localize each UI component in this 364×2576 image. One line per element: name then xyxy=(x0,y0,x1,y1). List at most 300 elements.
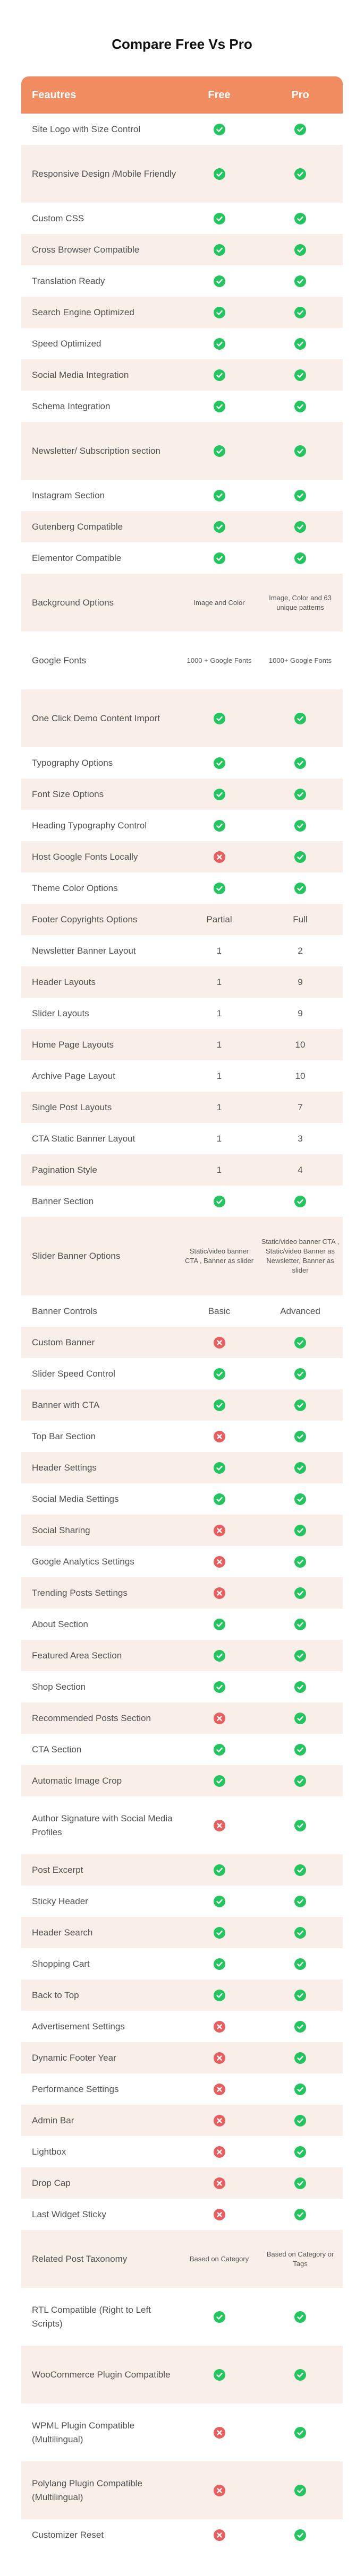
check-icon xyxy=(214,1775,225,1787)
table-row xyxy=(21,779,343,810)
free-cell xyxy=(181,1864,258,1876)
check-icon xyxy=(214,1927,225,1939)
check-icon xyxy=(294,851,306,863)
cross-icon xyxy=(214,2021,225,2033)
free-cell xyxy=(181,656,258,665)
check-icon xyxy=(294,490,306,502)
check-icon xyxy=(214,1462,225,1474)
free-cell xyxy=(181,168,258,180)
feature-label: Background Options xyxy=(32,597,114,608)
feature-label: Slider Banner Options xyxy=(32,1251,121,1261)
check-icon xyxy=(294,2146,306,2158)
page-title: Compare Free Vs Pro xyxy=(112,36,252,52)
check-icon xyxy=(214,1990,225,2001)
check-icon xyxy=(294,401,306,412)
table-row xyxy=(21,1734,343,1765)
free-cell xyxy=(181,1399,258,1411)
free-cell xyxy=(181,976,258,989)
free-cell xyxy=(181,2529,258,2541)
pro-value: Advanced xyxy=(280,1306,320,1316)
table-row xyxy=(21,145,343,203)
free-cell xyxy=(181,213,258,224)
table-row xyxy=(21,1217,343,1295)
table-row xyxy=(21,1979,343,2011)
pro-cell xyxy=(258,244,343,256)
free-cell xyxy=(181,1525,258,1536)
feature-label: Automatic Image Crop xyxy=(32,1775,122,1786)
feature-label: Cross Browser Compatible xyxy=(32,244,140,255)
table-row xyxy=(21,1060,343,1092)
check-icon xyxy=(294,1713,306,1724)
check-icon xyxy=(214,883,225,894)
pro-cell xyxy=(258,1958,343,1970)
pro-cell xyxy=(258,1101,343,1114)
free-cell xyxy=(181,1070,258,1083)
check-icon xyxy=(214,1368,225,1380)
feature-label: Typography Options xyxy=(32,757,113,768)
check-icon xyxy=(294,713,306,724)
pro-cell xyxy=(258,851,343,863)
pro-cell xyxy=(258,1775,343,1787)
check-icon xyxy=(294,757,306,769)
free-cell xyxy=(181,445,258,457)
check-icon xyxy=(214,307,225,318)
pro-cell xyxy=(258,1713,343,1724)
table-row xyxy=(21,1515,343,1546)
check-icon xyxy=(294,2369,306,2381)
feature-label: Related Post Taxonomy xyxy=(32,2253,128,2264)
check-icon xyxy=(294,2529,306,2541)
free-cell xyxy=(181,1133,258,1145)
cross-icon xyxy=(214,1431,225,1442)
table-row xyxy=(21,1546,343,1577)
free-cell xyxy=(181,307,258,318)
pro-cell xyxy=(258,124,343,135)
feature-label: Back to Top xyxy=(32,1990,79,2000)
table-row xyxy=(21,2167,343,2199)
pro-cell xyxy=(258,168,343,180)
table-row xyxy=(21,1295,343,1327)
free-value: 1 xyxy=(216,1008,222,1018)
free-cell xyxy=(181,2021,258,2033)
free-cell xyxy=(181,1196,258,1207)
table-row xyxy=(21,1609,343,1640)
check-icon xyxy=(294,1820,306,1831)
table-row xyxy=(21,1123,343,1154)
free-value: Image and Color xyxy=(193,598,245,607)
pro-cell xyxy=(258,593,343,612)
pro-cell xyxy=(258,1681,343,1693)
check-icon xyxy=(294,124,306,135)
table-row xyxy=(21,1029,343,1060)
header-pro: Pro xyxy=(291,89,309,101)
pro-cell xyxy=(258,369,343,381)
check-icon xyxy=(214,2369,225,2381)
feature-label: Author Signature with Social Media Profiles xyxy=(32,1813,173,1837)
free-cell xyxy=(181,945,258,957)
pro-cell xyxy=(258,2084,343,2095)
free-cell xyxy=(181,275,258,287)
pro-cell xyxy=(258,445,343,457)
pro-value: 3 xyxy=(298,1133,303,1144)
feature-label: Recommended Posts Section xyxy=(32,1713,151,1723)
pro-cell xyxy=(258,213,343,224)
table-row xyxy=(21,904,343,935)
check-icon xyxy=(214,275,225,287)
free-cell xyxy=(181,2485,258,2496)
table-row xyxy=(21,2288,343,2346)
check-icon xyxy=(214,369,225,381)
check-icon xyxy=(214,244,225,256)
pro-cell xyxy=(258,2311,343,2323)
feature-label: Translation Ready xyxy=(32,275,105,286)
table-header xyxy=(21,76,343,114)
free-cell xyxy=(181,124,258,135)
pro-cell xyxy=(258,1431,343,1442)
pro-cell xyxy=(258,2209,343,2220)
check-icon xyxy=(294,445,306,457)
pro-cell xyxy=(258,552,343,564)
table-row xyxy=(21,2136,343,2167)
table-row xyxy=(21,1452,343,1483)
feature-label: Banner Controls xyxy=(32,1306,97,1316)
free-cell xyxy=(181,401,258,412)
table-row xyxy=(21,114,343,145)
table-row xyxy=(21,1854,343,1886)
pro-cell xyxy=(258,976,343,989)
table-row xyxy=(21,841,343,872)
cross-icon xyxy=(214,2529,225,2541)
pro-cell xyxy=(258,2146,343,2158)
table-row xyxy=(21,2073,343,2105)
pro-cell xyxy=(258,1619,343,1630)
free-cell xyxy=(181,1681,258,1693)
free-cell xyxy=(181,1368,258,1380)
check-icon xyxy=(294,1744,306,1756)
pro-cell xyxy=(258,1864,343,1876)
pro-cell xyxy=(258,1007,343,1020)
feature-label: Trending Posts Settings xyxy=(32,1587,128,1598)
pro-cell xyxy=(258,2485,343,2496)
check-icon xyxy=(214,1619,225,1630)
pro-cell xyxy=(258,757,343,769)
feature-label: Responsive Design /Mobile Friendly xyxy=(32,168,176,179)
table-row xyxy=(21,2461,343,2519)
check-icon xyxy=(294,369,306,381)
check-icon xyxy=(214,713,225,724)
pro-cell xyxy=(258,1927,343,1939)
feature-label: Dynamic Footer Year xyxy=(32,2052,116,2063)
check-icon xyxy=(294,1619,306,1630)
table-row xyxy=(21,810,343,841)
feature-label: Post Excerpt xyxy=(32,1864,83,1875)
free-cell xyxy=(181,2146,258,2158)
table-row xyxy=(21,511,343,542)
pro-value: Static/video banner CTA , Static/video Banner as Newsletter, Banner as slider xyxy=(261,1238,340,1274)
check-icon xyxy=(294,307,306,318)
feature-label: Featured Area Section xyxy=(32,1650,122,1661)
check-icon xyxy=(294,1896,306,1907)
pro-value: 4 xyxy=(298,1164,303,1175)
pro-cell xyxy=(258,1399,343,1411)
table-row xyxy=(21,2519,343,2551)
pro-cell xyxy=(258,713,343,724)
free-cell xyxy=(181,757,258,769)
pro-value: Image, Color and 63 unique patterns xyxy=(269,593,332,611)
feature-label: Instagram Section xyxy=(32,490,105,500)
table-row xyxy=(21,1186,343,1217)
feature-label: Social Media Settings xyxy=(32,1493,119,1504)
check-icon xyxy=(214,124,225,135)
feature-label: Heading Typography Control xyxy=(32,820,147,831)
pro-cell xyxy=(258,2427,343,2439)
check-icon xyxy=(294,2177,306,2189)
pro-cell xyxy=(258,2529,343,2541)
free-value: Static/video banner CTA , Banner as slider xyxy=(184,1247,254,1265)
check-icon xyxy=(214,757,225,769)
free-value: Based on Category xyxy=(189,2254,249,2263)
check-icon xyxy=(214,1864,225,1876)
check-icon xyxy=(214,338,225,350)
feature-label: Shopping Cart xyxy=(32,1958,90,1969)
table-row xyxy=(21,1154,343,1186)
pro-value: 10 xyxy=(295,1070,306,1081)
check-icon xyxy=(294,1399,306,1411)
pro-cell xyxy=(258,275,343,287)
free-cell xyxy=(181,2177,258,2189)
table-row xyxy=(21,234,343,265)
check-icon xyxy=(294,1337,306,1348)
header-features: Feautres xyxy=(32,89,77,101)
table-row xyxy=(21,297,343,328)
feature-label: Performance Settings xyxy=(32,2084,119,2094)
check-icon xyxy=(214,1399,225,1411)
pro-cell xyxy=(258,2052,343,2064)
table-row xyxy=(21,872,343,904)
free-cell xyxy=(181,369,258,381)
table-row xyxy=(21,1421,343,1452)
check-icon xyxy=(214,213,225,224)
cross-icon xyxy=(214,2115,225,2127)
check-icon xyxy=(294,1525,306,1536)
table-row xyxy=(21,1640,343,1671)
free-value: 1 xyxy=(216,945,222,956)
pro-cell xyxy=(258,913,343,926)
pro-cell xyxy=(258,1337,343,1348)
feature-label: Social Sharing xyxy=(32,1525,90,1535)
pro-cell xyxy=(258,1990,343,2001)
pro-cell xyxy=(258,820,343,832)
feature-label: Elementor Compatible xyxy=(32,552,122,563)
pro-cell xyxy=(258,1237,343,1275)
check-icon xyxy=(294,789,306,800)
feature-label: Site Logo with Size Control xyxy=(32,124,141,134)
table-row xyxy=(21,2042,343,2073)
check-icon xyxy=(214,789,225,800)
pro-cell xyxy=(258,1493,343,1505)
feature-label: Advertisement Settings xyxy=(32,2021,125,2032)
pro-cell xyxy=(258,521,343,533)
table-row xyxy=(21,1483,343,1515)
table-row xyxy=(21,359,343,391)
check-icon xyxy=(294,275,306,287)
feature-label: WPML Plugin Compatible (Multilingual) xyxy=(32,2420,135,2444)
free-cell xyxy=(181,521,258,533)
feature-label: Shop Section xyxy=(32,1681,86,1692)
check-icon xyxy=(214,1196,225,1207)
table-row xyxy=(21,2011,343,2042)
cross-icon xyxy=(214,1587,225,1599)
check-icon xyxy=(214,521,225,533)
feature-label: Customizer Reset xyxy=(32,2529,104,2540)
check-icon xyxy=(214,1493,225,1505)
free-cell xyxy=(181,713,258,724)
free-cell xyxy=(181,1164,258,1177)
feature-label: Pagination Style xyxy=(32,1164,97,1175)
table-body xyxy=(21,114,343,2551)
cross-icon xyxy=(214,2209,225,2220)
free-cell xyxy=(181,1305,258,1318)
feature-label: Top Bar Section xyxy=(32,1431,96,1441)
free-value: 1 xyxy=(216,1102,222,1112)
pro-cell xyxy=(258,2177,343,2189)
check-icon xyxy=(294,552,306,564)
pro-cell xyxy=(258,1305,343,1318)
pro-cell xyxy=(258,2115,343,2127)
pro-cell xyxy=(258,1744,343,1756)
check-icon xyxy=(214,820,225,832)
pro-value: 9 xyxy=(298,1008,303,1018)
free-cell xyxy=(181,1431,258,1442)
table-row xyxy=(21,747,343,779)
pro-value: 10 xyxy=(295,1039,306,1050)
free-cell xyxy=(181,1713,258,1724)
check-icon xyxy=(294,1927,306,1939)
free-cell xyxy=(181,1990,258,2001)
pro-cell xyxy=(258,1368,343,1380)
feature-label: Theme Color Options xyxy=(32,883,118,893)
table-row xyxy=(21,1765,343,1796)
free-cell xyxy=(181,1493,258,1505)
table-row xyxy=(21,1358,343,1389)
free-cell xyxy=(181,1101,258,1114)
pro-cell xyxy=(258,1525,343,1536)
table-row xyxy=(21,2105,343,2136)
check-icon xyxy=(214,552,225,564)
check-icon xyxy=(214,168,225,180)
free-cell xyxy=(181,913,258,926)
free-cell xyxy=(181,2427,258,2439)
feature-label: WooCommerce Plugin Compatible xyxy=(32,2369,171,2380)
pro-cell xyxy=(258,1133,343,1145)
pro-cell xyxy=(258,1587,343,1599)
free-cell xyxy=(181,789,258,800)
cross-icon xyxy=(214,2052,225,2064)
pro-cell xyxy=(258,883,343,894)
table-row xyxy=(21,2230,343,2288)
free-cell xyxy=(181,1927,258,1939)
cross-icon xyxy=(214,2177,225,2189)
free-cell xyxy=(181,1650,258,1662)
feature-label: Banner with CTA xyxy=(32,1399,100,1410)
header-free: Free xyxy=(208,89,231,101)
table-row xyxy=(21,265,343,297)
pro-cell xyxy=(258,1039,343,1051)
free-cell xyxy=(181,1820,258,1831)
pro-cell xyxy=(258,1650,343,1662)
feature-label: Google Analytics Settings xyxy=(32,1556,134,1567)
pro-cell xyxy=(258,945,343,957)
table-row xyxy=(21,689,343,747)
feature-label: Newsletter/ Subscription section xyxy=(32,445,160,456)
check-icon xyxy=(294,2115,306,2127)
check-icon xyxy=(294,1775,306,1787)
free-value: 1000 + Google Fonts xyxy=(187,656,252,664)
table-row xyxy=(21,1671,343,1702)
free-cell xyxy=(181,1462,258,1474)
free-value: 1 xyxy=(216,976,222,987)
free-cell xyxy=(181,490,258,502)
check-icon xyxy=(294,2311,306,2323)
check-icon xyxy=(214,401,225,412)
cross-icon xyxy=(214,1525,225,1536)
check-icon xyxy=(294,1958,306,1970)
check-icon xyxy=(294,168,306,180)
cross-icon xyxy=(214,851,225,863)
pro-cell xyxy=(258,1070,343,1083)
table-row xyxy=(21,2346,343,2404)
cross-icon xyxy=(214,1820,225,1831)
check-icon xyxy=(294,2485,306,2496)
check-icon xyxy=(214,445,225,457)
free-cell xyxy=(181,1039,258,1051)
check-icon xyxy=(214,490,225,502)
feature-label: Header Layouts xyxy=(32,976,96,987)
pro-cell xyxy=(258,307,343,318)
feature-label: Host Google Fonts Locally xyxy=(32,851,138,862)
feature-label: Admin Bar xyxy=(32,2115,74,2125)
feature-label: Lightbox xyxy=(32,2146,66,2157)
check-icon xyxy=(294,1587,306,1599)
check-icon xyxy=(294,338,306,350)
check-icon xyxy=(294,1431,306,1442)
free-cell xyxy=(181,1896,258,1907)
check-icon xyxy=(294,1556,306,1568)
feature-label: Sticky Header xyxy=(32,1896,88,1906)
table-row xyxy=(21,1389,343,1421)
free-cell xyxy=(181,1587,258,1599)
table-row xyxy=(21,203,343,234)
table-row xyxy=(21,1327,343,1358)
feature-label: Drop Cap xyxy=(32,2177,71,2188)
free-value: Partial xyxy=(206,914,232,924)
feature-label: Slider Speed Control xyxy=(32,1368,115,1379)
feature-label: Schema Integration xyxy=(32,401,111,411)
table-row xyxy=(21,935,343,966)
free-cell xyxy=(181,851,258,863)
feature-label: Newsletter Banner Layout xyxy=(32,945,136,956)
cross-icon xyxy=(214,2084,225,2095)
cross-icon xyxy=(214,2146,225,2158)
feature-label: CTA Static Banner Layout xyxy=(32,1133,136,1144)
table-row xyxy=(21,2404,343,2461)
table-row xyxy=(21,1886,343,1917)
check-icon xyxy=(294,2084,306,2095)
table-row xyxy=(21,422,343,480)
free-cell xyxy=(181,552,258,564)
table-row xyxy=(21,542,343,574)
free-cell xyxy=(181,2311,258,2323)
